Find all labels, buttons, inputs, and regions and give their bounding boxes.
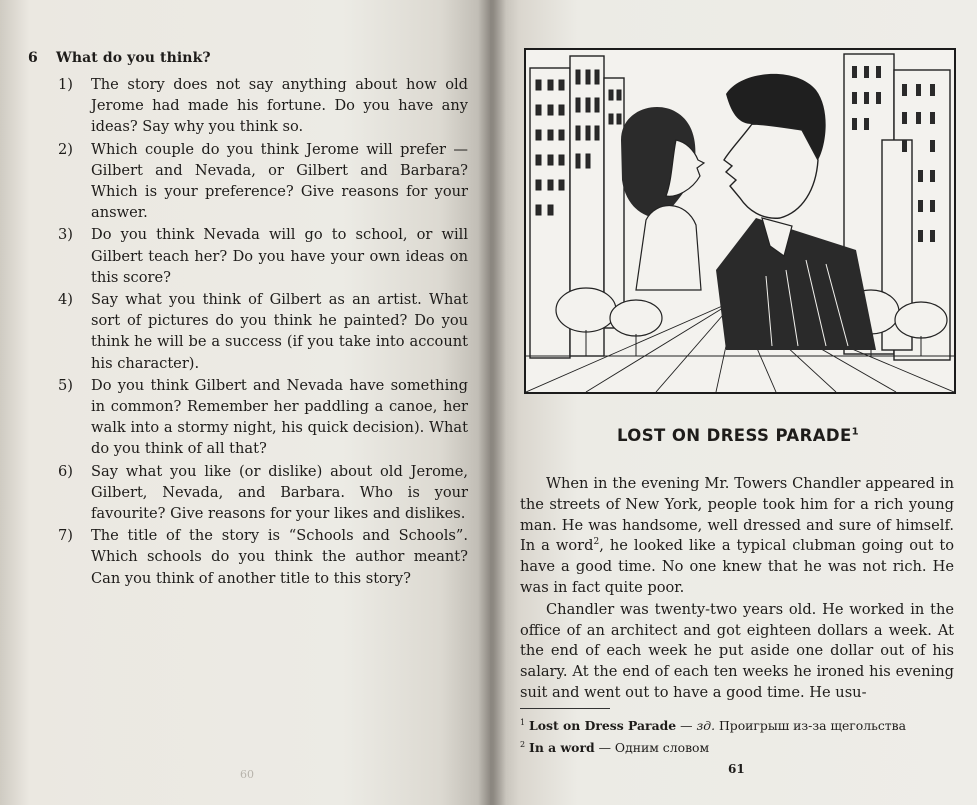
- story-paragraph: Chandler was twenty-two years old. He worked in the office of an architect and got eighteen dollars a week. At the end of each week he put aside one dollar out of his salary. At the end of each ten weeks he ironed his evening suit and went out to have a good time. He usu-: [520, 600, 954, 701]
- question-text: The title of the story is “Schools and Schools”. Which schools do you think the author meant? Can you think of another title to this story?: [91, 527, 468, 587]
- question-text: Say what you think of Gilbert as an artist. What sort of pictures do you think he painted? Do you think he will be a success (if you take into account his character).: [91, 291, 468, 372]
- page-number-right: 61: [728, 762, 745, 776]
- footnote-divider: [520, 708, 610, 709]
- exercise-heading: [28, 50, 211, 66]
- footnote: $^2$ In a word — Одним словом: [520, 740, 710, 756]
- question-item: 5) Do you think Gilbert and Nevada have something in common? Remember her paddling a canoe, her walk into a stormy night, his quick decision). What do you think of all that?: [58, 376, 468, 458]
- right-page: [490, 0, 977, 805]
- exercise-number: 6: [28, 50, 38, 66]
- page-number-left: 60: [240, 768, 254, 781]
- story-text: [520, 474, 954, 704]
- footnote: $^1$ Lost on Dress Parade — зд. Проигрыш из-за щегольства: [520, 718, 907, 734]
- question-text: Do you think Nevada will go to school, or will Gilbert teach her? Do you have your own ideas on this score?: [91, 226, 468, 286]
- question-item: 7) The title of the story is “Schools and Schools”. Which schools do you think the author meant? Can you think of another title to this story?: [58, 527, 468, 587]
- story-paragraph: When in the evening Mr. Towers Chandler appeared in the streets of New York, people took him for a rich young man. He was handsome, well dressed and sure of himself. In a word$^2$, he looked like a typical clubman going out to have a good time. No one knew that he was not rich. He was in fact quite poor.: [520, 475, 954, 596]
- story-illustration: [524, 48, 956, 394]
- question-text: Do you think Gilbert and Nevada have something in common? Remember her paddling a canoe, her walk into a stormy night, his quick decision). What do you think of all that?: [91, 376, 468, 458]
- footnote-mark: 2: [593, 537, 600, 548]
- question-item: 6) Say what you like (or dislike) about old Jerome, Gilbert, Nevada, and Barbara. Who is your favourite? Give reasons for your likes and dislikes.: [58, 462, 468, 523]
- question-item: 4) Say what you think of Gilbert as an artist. What sort of pictures do you think he painted? Do you think he will be a success (if you take into account his character).: [58, 291, 468, 372]
- story-title: LOST ON DRESS PARADE$^1$: [616, 426, 859, 445]
- question-list: [58, 74, 468, 590]
- exercise-title: What do you think?: [56, 50, 211, 66]
- question-item: 1) The story does not say anything about how old Jerome had made his fortune. Do you have any ideas? Say why you think so.: [58, 76, 468, 136]
- question-item: 3) Do you think Nevada will go to school, or will Gilbert teach her? Do you have your own ideas on this score?: [58, 226, 468, 286]
- footnote-mark: 1: [851, 426, 859, 438]
- question-text: Which couple do you think Jerome will prefer — Gilbert and Nevada, or Gilbert and Barbara? Which is your preference? Give reasons for your answer.: [91, 140, 468, 222]
- couple-kissing-city-illustration: [526, 50, 954, 392]
- question-text: Say what you like (or dislike) about old Jerome, Gilbert, Nevada, and Barbara. Who is your favourite? Give reasons for your likes and dislikes.: [91, 462, 468, 523]
- question-text: The story does not say anything about how old Jerome had made his fortune. Do you have any ideas? Say why you think so.: [91, 76, 468, 136]
- footnotes: [520, 713, 960, 757]
- question-item: 2) Which couple do you think Jerome will prefer — Gilbert and Nevada, or Gilbert and Barbara? Which is your preference? Give reasons for your answer.: [58, 140, 468, 222]
- book-gutter: [478, 0, 506, 805]
